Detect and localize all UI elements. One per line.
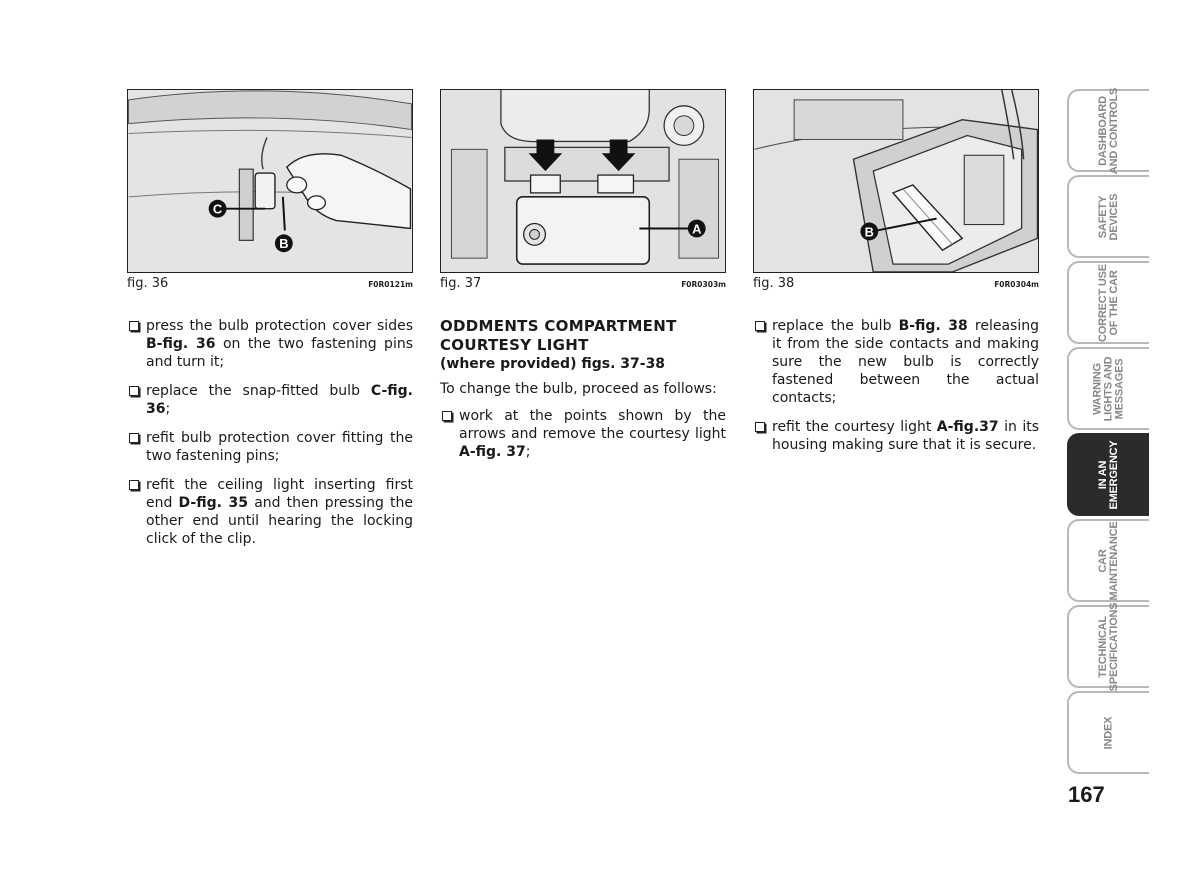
figure-36-image <box>127 89 413 273</box>
callout-b <box>275 234 293 252</box>
tab-warning-lights-and-messages[interactable]: WARNING LIGHTS AND MESSAGES <box>1067 347 1149 430</box>
figure-code: F0R0121m <box>368 280 413 289</box>
bullet-item: replace the bulb B-fig. 38 releasing it from the side contacts and making sure the new bulb is correctly fastened between the actual contacts; <box>753 317 1039 407</box>
page-number: 167 <box>1068 782 1105 807</box>
checkbox-bullet-icon <box>129 321 139 331</box>
checkbox-bullet-icon <box>755 422 765 432</box>
checkbox-bullet-icon <box>129 433 139 443</box>
bullet-item: refit bulb protection cover fitting the two fastening pins; <box>127 429 413 465</box>
figure-38-caption <box>753 276 1039 294</box>
figure-38-image <box>753 89 1039 273</box>
bullet-item: refit the courtesy light A-fig.37 in its housing making sure that it is secure. <box>753 418 1039 454</box>
checkbox-bullet-icon <box>755 321 765 331</box>
checkbox-bullet-icon <box>442 411 452 421</box>
svg-text:B: B <box>864 224 874 240</box>
tab-safety-devices[interactable]: SAFETY DEVICES <box>1067 175 1149 258</box>
tab-in-an-emergency[interactable]: IN AN EMERGENCY <box>1067 433 1149 516</box>
svg-text:C: C <box>212 201 223 217</box>
tab-correct-use-of-the-car[interactable]: CORRECT USE OF THE CAR <box>1067 261 1149 344</box>
callout-b <box>860 223 878 241</box>
checkbox-bullet-icon <box>129 386 139 396</box>
figure-label: fig. 36 <box>127 276 169 291</box>
bullet-item: work at the points shown by the arrows and remove the courtesy light A-fig. 37; <box>440 407 726 461</box>
callout-a <box>688 220 706 238</box>
tab-index[interactable]: INDEX <box>1067 691 1149 774</box>
section-subheading: (where provided) figs. 37-38 <box>440 356 666 372</box>
figure-36-caption <box>127 276 413 294</box>
figure-37-caption <box>440 276 726 294</box>
figure-37-image <box>440 89 726 273</box>
tab-dashboard-and-controls[interactable]: DASHBOARD AND CONTROLS <box>1067 89 1149 172</box>
column-3 <box>753 317 1039 465</box>
tab-technical-specifications[interactable]: TECHNICAL SPECIFICATIONS <box>1067 605 1149 688</box>
intro-text: To change the bulb, proceed as follows: <box>440 381 717 397</box>
figure-label: fig. 38 <box>753 276 795 291</box>
figure-code: F0R0304m <box>994 280 1039 289</box>
figure-label: fig. 37 <box>440 276 482 291</box>
section-tabs <box>1067 89 1149 777</box>
svg-text:A: A <box>692 221 702 237</box>
column-2 <box>440 317 726 472</box>
column-1 <box>127 317 413 559</box>
section-heading: ODDMENTS COMPARTMENT COURTESY LIGHT <box>440 317 677 354</box>
svg-text:B: B <box>279 236 289 252</box>
figure-code: F0R0303m <box>681 280 726 289</box>
bullet-item: refit the ceiling light inserting first end D-fig. 35 and then pressing the other end until hearing the locking click of the clip. <box>127 476 413 548</box>
callout-c <box>209 200 227 218</box>
bullet-item: press the bulb protection cover sides B-fig. 36 on the two fastening pins and turn it; <box>127 317 413 371</box>
bullet-item: replace the snap-fitted bulb C-fig. 36; <box>127 382 413 418</box>
tab-car-maintenance[interactable]: CAR MAINTENANCE <box>1067 519 1149 602</box>
checkbox-bullet-icon <box>129 480 139 490</box>
